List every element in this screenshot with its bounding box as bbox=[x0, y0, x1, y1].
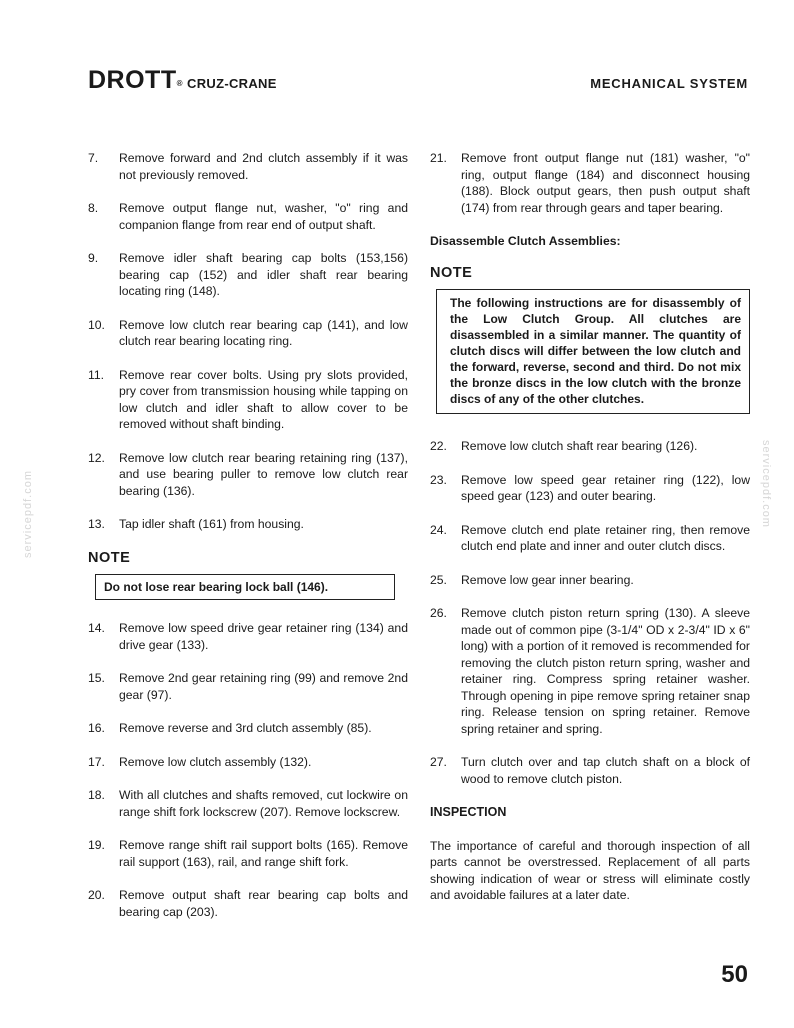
right-column bbox=[430, 150, 750, 904]
step-item bbox=[88, 837, 408, 870]
note-heading-left: NOTE bbox=[88, 549, 131, 566]
step-text: Remove front output flange nut (181) washer, "o" ring, output flange (184) and disconnect housing (188). Block output gears, then push output shaft (174) from rear through gears and taper bearing. bbox=[461, 151, 750, 215]
step-number: 27. bbox=[430, 755, 447, 769]
step-number: 7. bbox=[88, 151, 99, 165]
step-item bbox=[88, 250, 408, 300]
step-number: 18. bbox=[88, 788, 105, 802]
step-item bbox=[430, 754, 750, 787]
step-item bbox=[88, 620, 408, 653]
step-item bbox=[88, 720, 408, 737]
step-item bbox=[88, 787, 408, 820]
page-header bbox=[88, 66, 748, 96]
step-item bbox=[430, 522, 750, 555]
step-text: Remove reverse and 3rd clutch assembly (85). bbox=[119, 721, 372, 735]
step-number: 23. bbox=[430, 472, 447, 487]
step-item bbox=[88, 754, 408, 771]
step-number: 19. bbox=[88, 838, 105, 852]
step-text: Remove low speed gear retainer ring (122), low speed gear (123) and outer bearing. bbox=[461, 472, 750, 503]
step-item bbox=[88, 516, 408, 533]
step-text: Remove low clutch rear bearing cap (141), and low clutch rear bearing locating ring. bbox=[119, 317, 408, 348]
step-item bbox=[430, 438, 750, 455]
step-item bbox=[88, 150, 408, 183]
step-item bbox=[88, 200, 408, 233]
step-number: 16. bbox=[88, 721, 105, 735]
step-text: Remove low clutch rear bearing retaining ring (137), and use bearing puller to remove low clutch rear bearing (136). bbox=[119, 450, 408, 498]
section-title: MECHANICAL SYSTEM bbox=[590, 76, 748, 91]
step-text: Remove clutch end plate retainer ring, then remove clutch end plate and inner and outer clutch discs. bbox=[461, 522, 750, 553]
step-item bbox=[430, 572, 750, 589]
step-text: Turn clutch over and tap clutch shaft on a block of wood to remove clutch piston. bbox=[461, 755, 750, 786]
step-number: 24. bbox=[430, 522, 447, 537]
step-text: Remove forward and 2nd clutch assembly if it was not previously removed. bbox=[119, 151, 408, 182]
step-number: 15. bbox=[88, 671, 105, 685]
step-item bbox=[88, 887, 408, 920]
step-number: 8. bbox=[88, 201, 99, 215]
step-number: 22. bbox=[430, 439, 447, 453]
step-item bbox=[430, 605, 750, 737]
step-number: 11. bbox=[88, 367, 105, 382]
step-text: Remove low gear inner bearing. bbox=[461, 572, 634, 587]
step-text: Remove output flange nut, washer, "o" ring and companion flange from rear end of output shaft. bbox=[119, 201, 408, 232]
step-text: Remove rear cover bolts. Using pry slots provided, pry cover from transmission housing while tapping on low clutch and idler shaft to allow cover to be removed without shaft binding. bbox=[119, 367, 408, 431]
step-number: 9. bbox=[88, 251, 99, 265]
step-text: Remove idler shaft bearing cap bolts (153,156) bearing cap (152) and idler shaft rear bearing locating ring (148). bbox=[119, 251, 408, 298]
step-text: Tap idler shaft (161) from housing. bbox=[119, 517, 304, 531]
inspection-paragraph: The importance of careful and thorough inspection of all parts cannot be overstressed. Replacement of all parts showing indication of wear or stress will eliminate costly and avoidable failures at a later date. bbox=[430, 838, 750, 902]
step-text: Remove low clutch shaft rear bearing (126). bbox=[461, 439, 698, 453]
watermark-right: servicepdf.com bbox=[760, 440, 772, 528]
inspection-heading: INSPECTION bbox=[430, 805, 507, 819]
step-list-left-a bbox=[88, 150, 408, 533]
step-number: 25. bbox=[430, 572, 447, 587]
step-number: 12. bbox=[88, 450, 105, 465]
registered-mark: ® bbox=[176, 79, 184, 88]
step-number: 26. bbox=[430, 606, 447, 620]
step-text: Remove clutch piston return spring (130). A sleeve made out of common pipe (3-1/4" OD x 2-3/4" ID x 6" long) with a portion of it removed is recommended for removing the clutch piston return spring, washer and retainer ring. Compress spring retainer washer. Through opening in pipe remove spring retainer snap ring. Release tension on spring retainer. Remove spring retainer and spring. bbox=[461, 606, 750, 736]
step-list-right-a bbox=[430, 150, 750, 216]
step-text: Remove output shaft rear bearing cap bolts and bearing cap (203). bbox=[119, 888, 408, 919]
step-item bbox=[430, 150, 750, 216]
brand-name: DROTT bbox=[88, 66, 177, 94]
note-heading-right: NOTE bbox=[430, 264, 473, 281]
step-text: With all clutches and shafts removed, cut lockwire on range shift fork lockscrew (207). Remove lockscrew. bbox=[119, 788, 408, 819]
step-text: Remove 2nd gear retaining ring (99) and remove 2nd gear (97). bbox=[119, 671, 408, 702]
note-box-right: The following instructions are for disassembly of the Low Clutch Group. All clutches are disassembled in a similar manner. The quantity of clutch discs will differ between the low clutch and the forward, reverse, second and third. Do not mix the bronze discs in the low clutch with the bronze discs of any of the other clutches. bbox=[436, 289, 750, 414]
step-number: 13. bbox=[88, 517, 105, 531]
step-text: Remove low speed drive gear retainer ring (134) and drive gear (133). bbox=[119, 621, 408, 652]
step-item bbox=[88, 670, 408, 703]
step-item bbox=[88, 450, 408, 500]
watermark-left: servicepdf.com bbox=[22, 470, 34, 558]
step-number: 14. bbox=[88, 621, 105, 635]
disassemble-heading: Disassemble Clutch Assemblies: bbox=[430, 234, 621, 248]
brand-logo bbox=[88, 66, 277, 95]
left-column bbox=[88, 150, 408, 937]
step-item bbox=[430, 472, 750, 505]
step-item bbox=[88, 317, 408, 350]
step-list-left-b bbox=[88, 620, 408, 920]
step-number: 20. bbox=[88, 888, 105, 902]
step-number: 10. bbox=[88, 317, 105, 332]
step-text: Remove range shift rail support bolts (165). Remove rail support (163), rail, and range shift fork. bbox=[119, 838, 408, 869]
step-list-right-b bbox=[430, 438, 750, 787]
page-number: 50 bbox=[721, 961, 748, 988]
brand-product: CRUZ-CRANE bbox=[187, 76, 277, 91]
step-number: 21. bbox=[430, 151, 447, 165]
step-text: Remove low clutch assembly (132). bbox=[119, 754, 312, 769]
step-number: 17. bbox=[88, 754, 105, 769]
step-item bbox=[88, 367, 408, 433]
note-box-left: Do not lose rear bearing lock ball (146). bbox=[95, 574, 395, 600]
